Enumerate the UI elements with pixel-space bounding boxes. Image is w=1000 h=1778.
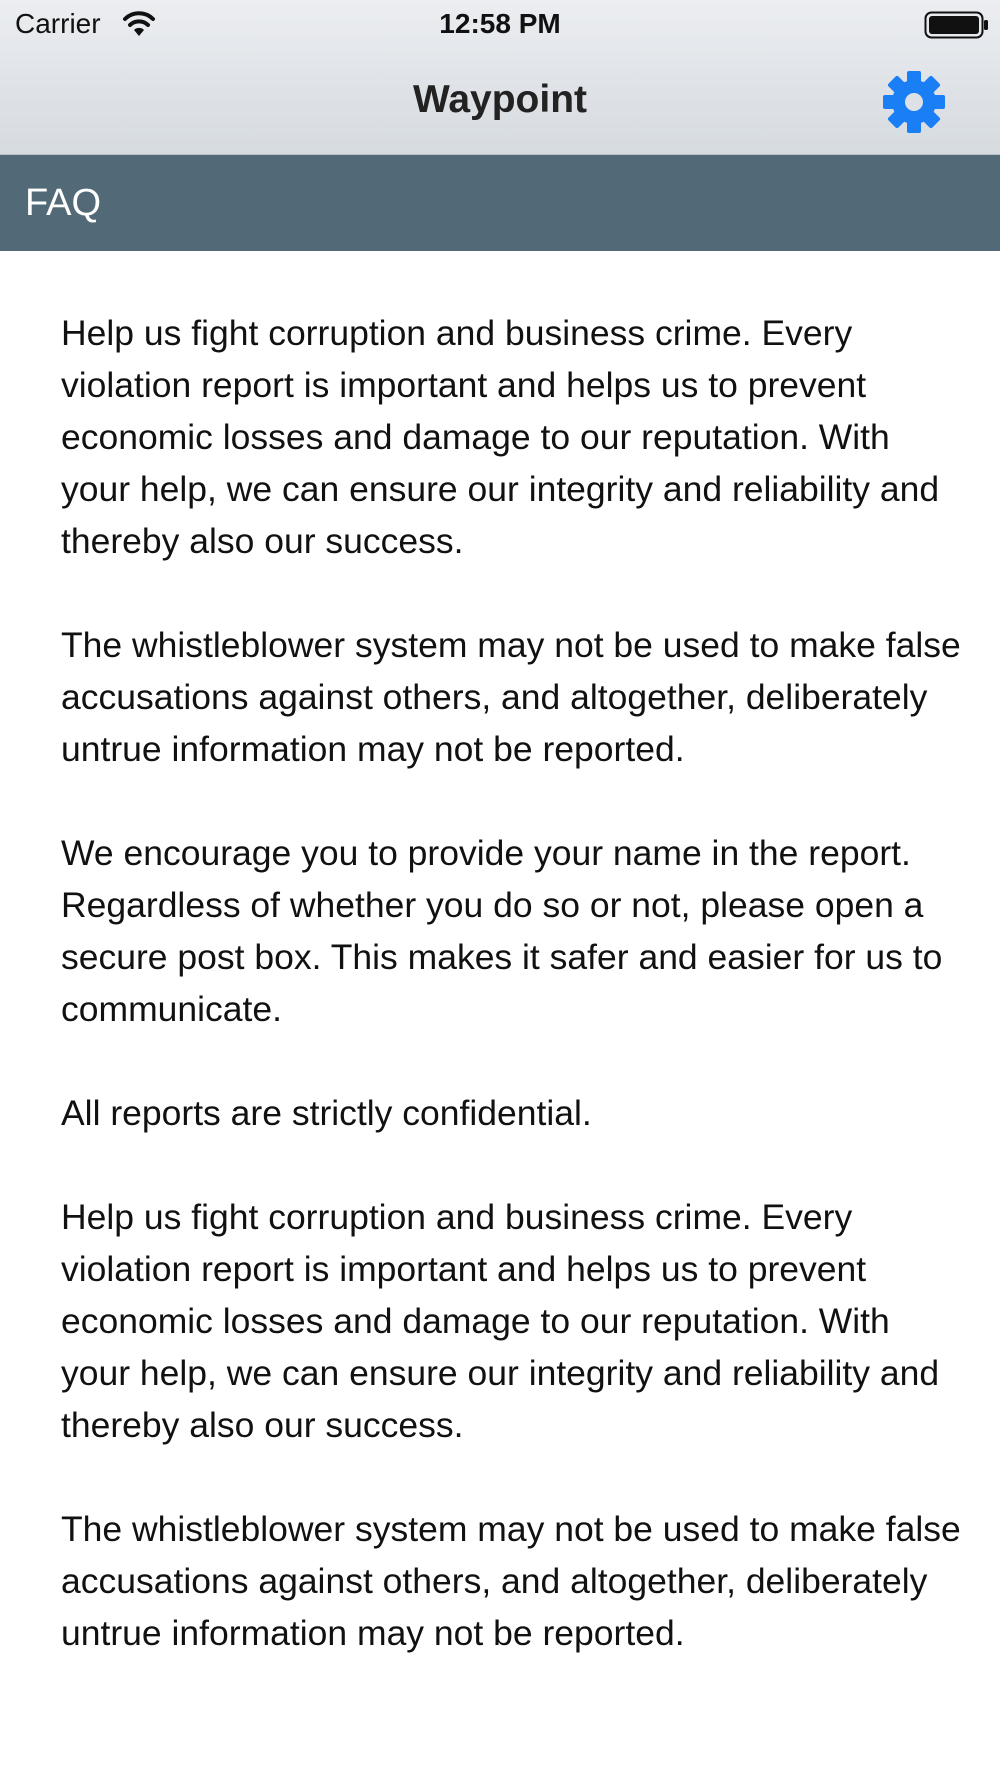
faq-paragraph: Help us fight corruption and business crime. Every violation report is important and helps us to prevent economic losses and damage to our reputation. With your help, we can ensure our integrity and reliability and thereby also our success. — [61, 1197, 940, 1445]
faq-paragraph: The whistleblower system may not be used to make false accusations against others, and altogether, deliberately untrue information may not be reported. — [61, 1509, 961, 1653]
faq-paragraph: The whistleblower system may not be used to make false accusations against others, and altogether, deliberately untrue information may not be reported. — [61, 625, 961, 769]
section-header — [0, 155, 1000, 251]
status-bar — [0, 0, 1000, 50]
faq-paragraph: Help us fight corruption and business crime. Every violation report is important and helps us to prevent economic losses and damage to our reputation. With your help, we can ensure our integrity and reliability and thereby also our success. — [61, 313, 940, 561]
faq-content — [61, 307, 961, 1711]
nav-title: Waypoint — [412, 78, 588, 121]
faq-paragraph: All reports are strictly confidential. — [61, 1093, 592, 1133]
section-title: FAQ — [25, 182, 102, 224]
battery-icon — [924, 10, 990, 40]
gear-icon[interactable] — [881, 69, 947, 135]
navigation-bar — [0, 50, 1000, 155]
carrier-label: Carrier — [15, 8, 101, 39]
status-time: 12:58 PM — [439, 8, 561, 39]
faq-paragraph: We encourage you to provide your name in the report. Regardless of whether you do so or not, please open a secure post box. This makes it safer and easier for us to communicate. — [61, 833, 943, 1029]
